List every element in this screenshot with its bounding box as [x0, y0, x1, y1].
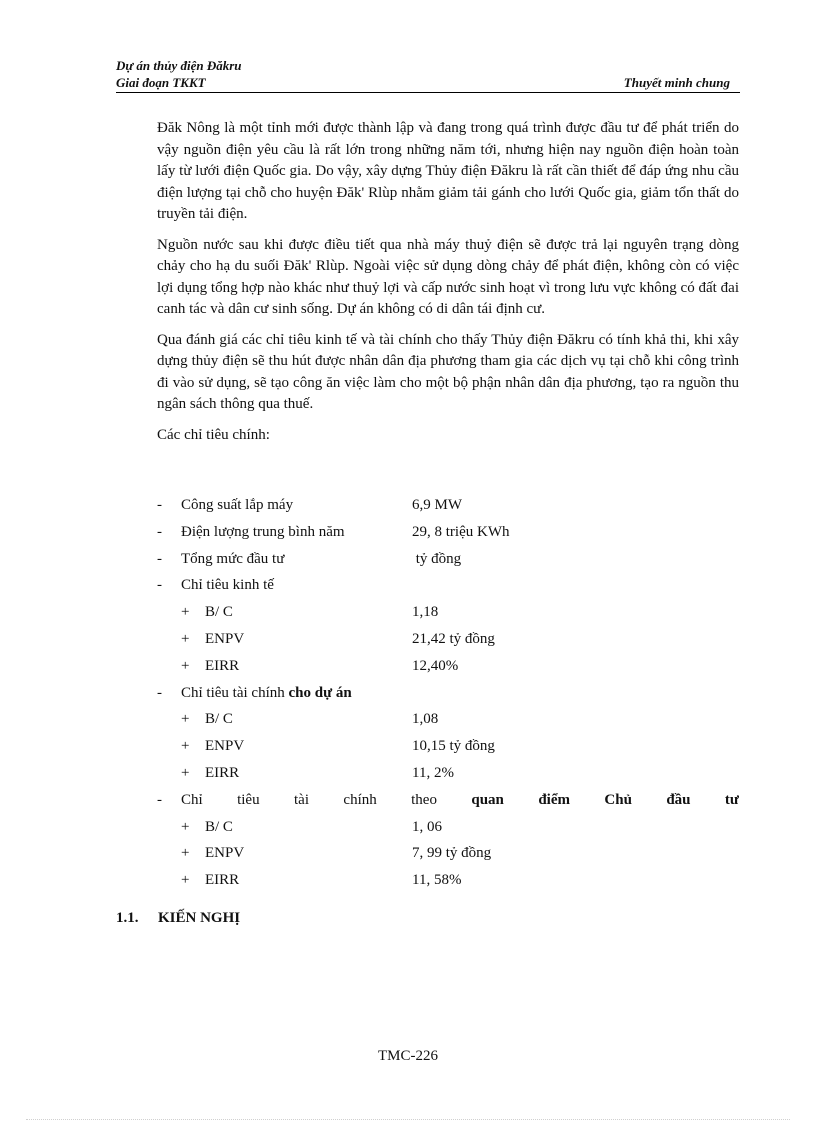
indicator-label: ENPV — [205, 845, 245, 862]
list-item — [157, 653, 739, 680]
label-word: tài — [294, 791, 309, 808]
page-header — [116, 56, 740, 93]
section-heading — [116, 910, 240, 927]
plus-bullet: + — [181, 657, 190, 674]
label-word: Chỉ — [181, 791, 203, 808]
indicator-label: B/ C — [205, 818, 233, 835]
list-item — [157, 760, 739, 787]
label-word-bold: đầu — [666, 791, 691, 808]
indicator-label: EIRR — [205, 872, 240, 889]
indicator-label: Điện lượng trung bình năm — [181, 523, 345, 540]
paragraph: Đăk Nông là một tỉnh mới được thành lập và đang trong quá trình được đầu tư để phát triển do vậy nguồn điện yêu cầu là rất lớn trong những năm tới, nhưng hiện nay nguồn điện hoàn toàn lấy từ lưới điện Quốc gia. Do vậy, xây dựng Thủy điện Đăkru là rất cần thiết để đáp ứng nhu cầu điện lượng tại chỗ cho huyện Đăk' Rlùp nhằm giảm tải gánh cho lưới Quốc gia, giảm tổn thất do truyền tải điện. — [157, 120, 739, 222]
indicator-value: 1,18 — [412, 604, 439, 621]
plus-bullet: + — [181, 604, 190, 621]
page-bottom-divider — [26, 1119, 790, 1120]
list-item — [157, 840, 739, 867]
label-bold: cho dự án — [288, 684, 352, 701]
indicator-value: 7, 99 tỷ đồng — [412, 845, 492, 862]
indicator-label: Tổng mức đầu tư — [181, 550, 285, 567]
list-item — [157, 867, 739, 894]
list-item — [157, 492, 739, 519]
list-item — [157, 787, 739, 814]
dash-bullet: - — [157, 523, 162, 540]
indicator-label: EIRR — [205, 657, 240, 674]
indicator-value: 1, 06 — [412, 818, 442, 835]
list-item — [157, 599, 739, 626]
indicators-intro: Các chỉ tiêu chính: — [157, 426, 270, 443]
indicator-value: 21,42 tỷ đồng — [412, 630, 495, 647]
paragraph: Nguồn nước sau khi được điều tiết qua nhà máy thuỷ điện sẽ được trả lại nguyên trạng dòng chảy cho hạ du suối Đăk' Rlùp. Ngoài việc sử dụng dòng chảy để phát điện, không còn có việc lợi dụng tổng hợp nào khác như thuỷ lợi và cấp nước sinh hoạt vì trong lưu vực không có đất đai canh tác và dân cư sinh sống. Dự án không có di dân tái định cư. — [157, 236, 739, 317]
plus-bullet: + — [181, 845, 190, 862]
indicator-group-label: Chỉ tiêu kinh tế — [181, 577, 274, 594]
indicator-value: 1,08 — [412, 711, 439, 728]
indicator-value: 11, 2% — [412, 764, 454, 781]
label-word-bold: tư — [724, 791, 739, 808]
section-title: KIẾN NGHỊ — [158, 910, 241, 926]
dash-bullet: - — [157, 550, 162, 567]
document-body — [157, 118, 739, 455]
indicator-value: 12,40% — [412, 657, 459, 674]
indicator-label: ENPV — [205, 738, 245, 755]
page-footer — [0, 1048, 816, 1065]
label-word-bold: quan — [471, 791, 504, 808]
indicator-label: B/ C — [205, 604, 233, 621]
indicator-value: tỷ đồng — [412, 550, 462, 567]
label-word: theo — [411, 791, 437, 808]
label-word: tiêu — [237, 791, 260, 808]
list-item — [157, 814, 739, 841]
list-item — [157, 572, 739, 599]
list-item — [157, 519, 739, 546]
dash-bullet: - — [157, 577, 162, 594]
indicator-value: 29, 8 triệu KWh — [412, 523, 510, 540]
page-code: TMC-226 — [378, 1048, 438, 1064]
project-name: Dự án thủy điện Đăkru — [116, 58, 242, 73]
label-word-bold: điểm — [538, 791, 570, 808]
label-plain: Chỉ tiêu tài chính — [181, 684, 289, 701]
plus-bullet: + — [181, 764, 190, 781]
list-item — [157, 706, 739, 733]
section-number: 1.1. — [116, 910, 139, 926]
indicator-group-label — [181, 787, 739, 814]
indicator-label: Công suất lắp máy — [181, 497, 294, 513]
plus-bullet: + — [181, 711, 190, 728]
indicator-value: 10,15 tỷ đồng — [412, 738, 495, 755]
list-item — [157, 680, 739, 707]
list-item — [157, 626, 739, 653]
paragraph: Qua đánh giá các chỉ tiêu kinh tế và tài chính cho thấy Thủy điện Đăkru có tính khả thi, khi xây dựng thủy điện sẽ thu hút được nhân dân địa phương tham gia các dịch vụ tại chỗ khi công trình đi vào sử dụng, sẽ tạo công ăn việc làm cho một bộ phận nhân dân địa phương, tạo ra nguồn thu ngân sách thông qua thuế. — [157, 331, 739, 412]
project-stage: Giai đoạn TKKT — [116, 75, 206, 90]
dash-bullet: - — [157, 791, 162, 808]
indicator-list — [157, 492, 739, 894]
document-title: Thuyết minh chung — [623, 75, 730, 90]
indicator-label: EIRR — [205, 764, 240, 781]
plus-bullet: + — [181, 818, 190, 835]
dash-bullet: - — [157, 497, 162, 513]
indicator-label: ENPV — [205, 630, 245, 647]
label-word: chính — [343, 791, 377, 808]
plus-bullet: + — [181, 872, 190, 889]
list-item — [157, 546, 739, 573]
indicator-group-label — [181, 680, 352, 707]
plus-bullet: + — [181, 738, 190, 755]
indicator-label: B/ C — [205, 711, 233, 728]
label-word-bold: Chủ — [604, 791, 632, 808]
dash-bullet: - — [157, 684, 162, 701]
plus-bullet: + — [181, 630, 190, 647]
indicator-value: 11, 58% — [412, 872, 462, 889]
indicator-value: 6,9 MW — [412, 497, 462, 513]
list-item — [157, 733, 739, 760]
